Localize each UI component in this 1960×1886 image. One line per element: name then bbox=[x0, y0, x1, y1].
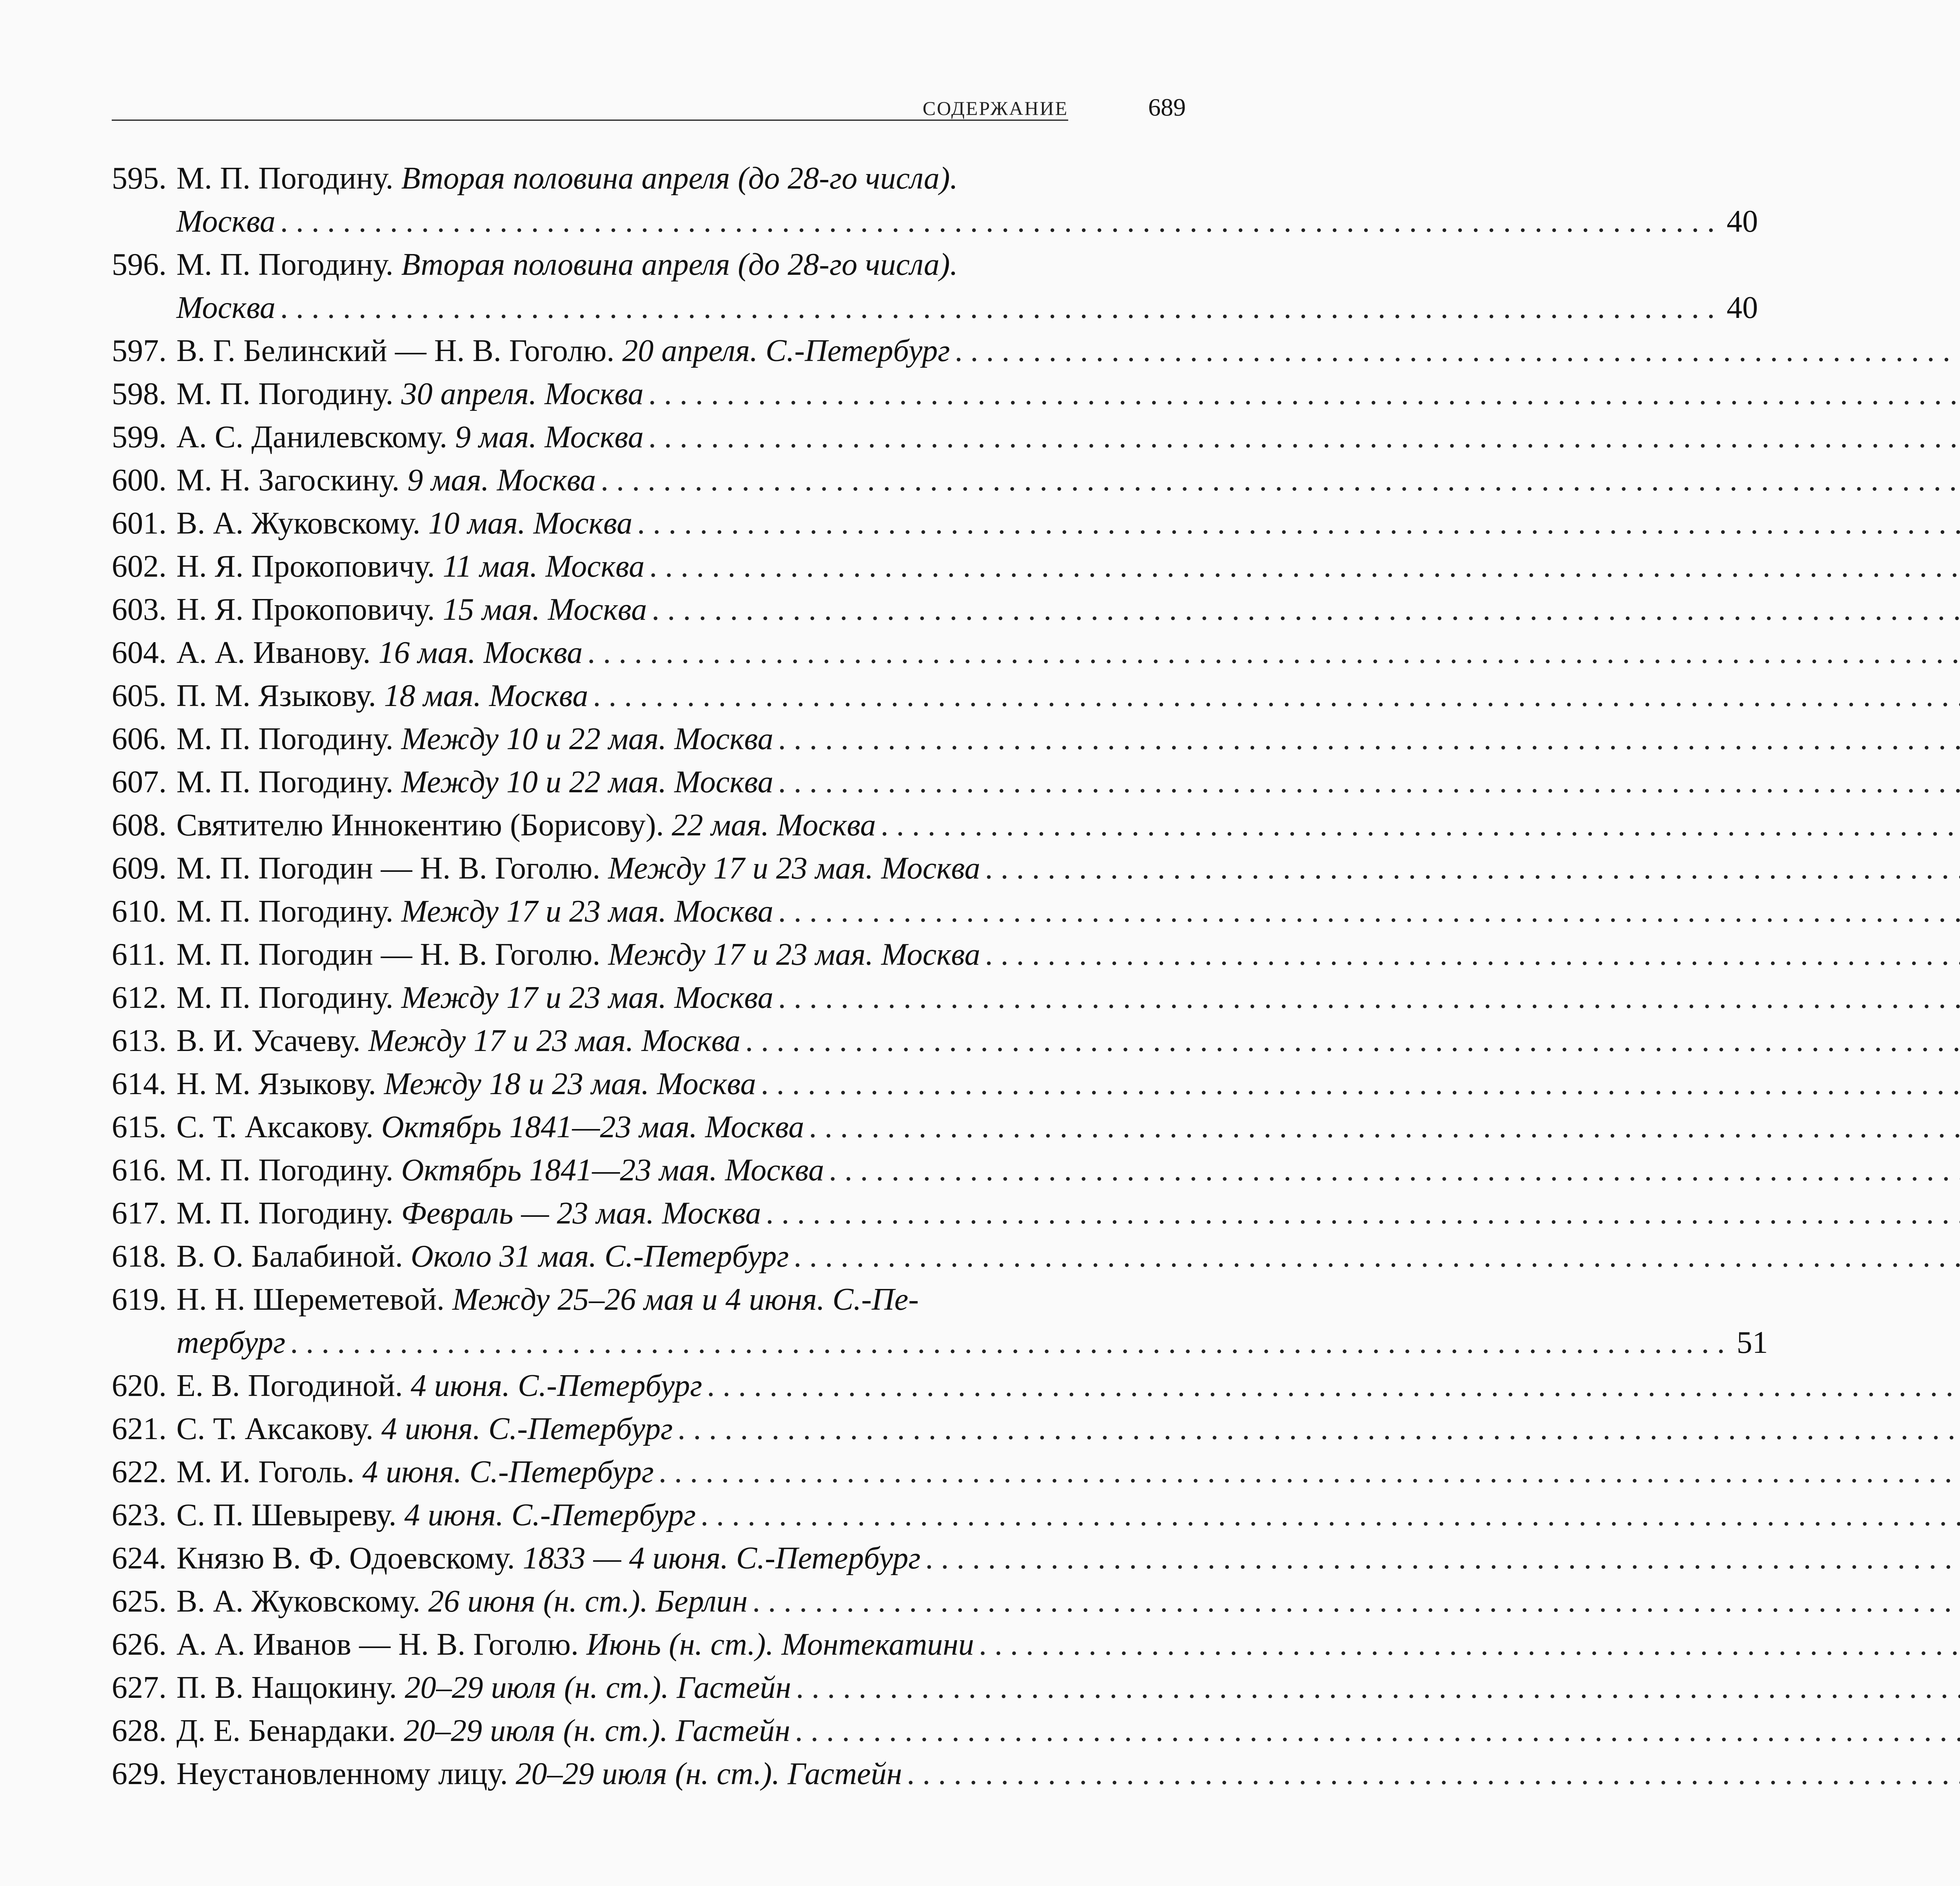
toc-entry-line bbox=[112, 372, 1066, 416]
entry-text bbox=[176, 717, 773, 761]
entry-date-place: 26 июня (н. ст.). Берлин bbox=[428, 1584, 748, 1619]
toc-entry-line bbox=[112, 157, 1066, 200]
toc-entry-line bbox=[112, 416, 1066, 459]
entry-text bbox=[176, 286, 276, 329]
entry-number: 622. bbox=[112, 1455, 167, 1489]
entry-number: 620. bbox=[112, 1369, 167, 1403]
leader-dots bbox=[644, 416, 1960, 459]
entry-date-place: Октябрь 1841—23 мая. Москва bbox=[401, 1153, 824, 1187]
entry-correspondent: Святителю Иннокентию (Борисову). bbox=[176, 808, 664, 842]
leader-dots bbox=[974, 1623, 1960, 1666]
entry-correspondent: С. Т. Аксакову. bbox=[176, 1110, 374, 1144]
entry-text bbox=[176, 200, 276, 243]
entry-date-place: Февраль — 23 мая. Москва bbox=[401, 1196, 761, 1231]
toc-entry bbox=[112, 588, 1066, 631]
toc-entry bbox=[112, 1364, 1066, 1407]
toc-entry-line bbox=[112, 1666, 1066, 1709]
entry-text bbox=[176, 1666, 791, 1709]
toc-entry-line bbox=[112, 1580, 1066, 1623]
toc-entry-line bbox=[112, 1364, 1066, 1407]
entry-correspondent: В. А. Жуковскому. bbox=[176, 506, 421, 541]
toc-entry-line bbox=[112, 459, 1066, 502]
entry-date-place: 16 мая. Москва bbox=[378, 635, 583, 670]
entry-correspondent: В. Г. Белинский — Н. В. Гоголю. bbox=[176, 334, 615, 368]
toc-entry bbox=[112, 1537, 1066, 1580]
entry-correspondent: М. П. Погодину. bbox=[176, 377, 394, 411]
entry-number: 613. bbox=[112, 1024, 167, 1058]
entry-number: 595. bbox=[112, 161, 167, 196]
entry-number: 615. bbox=[112, 1110, 167, 1144]
entry-number: 627. bbox=[112, 1670, 167, 1705]
entry-text bbox=[176, 890, 773, 933]
toc-entry bbox=[112, 1580, 1066, 1623]
toc-entry bbox=[112, 976, 1066, 1019]
entry-correspondent: А. А. Иванов — Н. В. Гоголю. bbox=[176, 1627, 579, 1662]
entry-text bbox=[176, 1149, 824, 1192]
entry-correspondent: М. П. Погодину. bbox=[176, 247, 394, 282]
entry-text bbox=[176, 243, 958, 286]
entry-correspondent: Неустановленному лицу. bbox=[176, 1757, 508, 1791]
toc-entry bbox=[112, 502, 1066, 545]
entry-number: 597. bbox=[112, 334, 167, 368]
entry-correspondent: М. П. Погодину. bbox=[176, 765, 394, 799]
entry-correspondent: М. П. Погодин — Н. В. Гоголю. bbox=[176, 937, 601, 972]
toc-entry-line bbox=[112, 804, 1066, 847]
toc-entry-line bbox=[112, 329, 1066, 372]
toc-entry bbox=[112, 761, 1066, 804]
entry-date-place: Между 17 и 23 мая. Москва bbox=[368, 1024, 740, 1058]
table-of-contents bbox=[112, 157, 1768, 1795]
toc-entry-line bbox=[112, 1149, 1066, 1192]
entry-text bbox=[176, 1192, 761, 1235]
entry-correspondent: В. И. Усачеву. bbox=[176, 1024, 361, 1058]
leader-dots bbox=[588, 674, 1960, 717]
leader-dots bbox=[824, 1149, 1960, 1192]
toc-entry bbox=[112, 1494, 1066, 1537]
entry-correspondent: С. П. Шевыреву. bbox=[176, 1498, 397, 1532]
leader-dots bbox=[980, 847, 1960, 890]
entry-number: 600. bbox=[112, 463, 167, 497]
toc-entry bbox=[112, 157, 1758, 243]
entry-number: 628. bbox=[112, 1714, 167, 1748]
toc-entry bbox=[112, 372, 1066, 416]
entry-date-place: 15 мая. Москва bbox=[443, 592, 647, 627]
entry-number: 608. bbox=[112, 808, 167, 842]
toc-entry bbox=[112, 1450, 1066, 1494]
toc-entry-line bbox=[112, 1752, 1066, 1795]
entry-number: 618. bbox=[112, 1239, 167, 1274]
entry-page: 51 bbox=[1737, 1325, 1768, 1360]
leader-dots bbox=[276, 286, 1715, 329]
entry-date-place: Около 31 мая. С.-Петербург bbox=[410, 1239, 789, 1274]
toc-entry-line bbox=[112, 761, 1066, 804]
leader-dots bbox=[980, 933, 1960, 976]
entry-correspondent: М. Н. Загоскину. bbox=[176, 463, 400, 497]
entry-date-place: 20–29 июля (н. ст.). Гастейн bbox=[515, 1757, 902, 1791]
toc-entry-line bbox=[112, 502, 1066, 545]
toc-entry bbox=[112, 416, 1066, 459]
entry-date-place: Между 10 и 22 мая. Москва bbox=[401, 765, 773, 799]
entry-date-place: 20 апреля. С.-Петербург bbox=[622, 334, 950, 368]
entry-number: 617. bbox=[112, 1196, 167, 1231]
toc-entry bbox=[112, 1278, 1768, 1364]
leader-dots bbox=[632, 502, 1960, 545]
toc-entry bbox=[112, 243, 1758, 329]
toc-entry bbox=[112, 804, 1066, 847]
entry-text bbox=[176, 761, 773, 804]
entry-number: 605. bbox=[112, 679, 167, 713]
toc-entry bbox=[112, 545, 1066, 588]
toc-entry-line bbox=[112, 1235, 1066, 1278]
entry-text bbox=[176, 1537, 920, 1580]
entry-date-place: 9 мая. Москва bbox=[407, 463, 596, 497]
entry-date-place: Между 17 и 23 мая. Москва bbox=[401, 980, 773, 1015]
entry-number: 602. bbox=[112, 549, 167, 584]
entry-date-place: Между 18 и 23 мая. Москва bbox=[384, 1067, 756, 1101]
toc-entry-line bbox=[112, 1019, 1066, 1062]
entry-date-place: Вторая половина апреля (до 28-го числа). bbox=[401, 247, 958, 282]
entry-text bbox=[176, 1752, 902, 1795]
toc-entry-line bbox=[112, 933, 1066, 976]
entry-date-place: 4 июня. С.-Петербург bbox=[410, 1369, 702, 1403]
entry-correspondent: Князю В. Ф. Одоевскому. bbox=[176, 1541, 515, 1576]
toc-entry bbox=[112, 329, 1066, 372]
leader-dots bbox=[654, 1450, 1960, 1494]
toc-entry-line bbox=[112, 631, 1066, 674]
running-header bbox=[112, 88, 1186, 120]
leader-dots bbox=[596, 459, 1960, 502]
entry-page: 40 bbox=[1726, 204, 1758, 239]
entry-date-place: 20–29 июля (н. ст.). Гастейн bbox=[405, 1670, 791, 1705]
entry-text bbox=[176, 1494, 696, 1537]
entry-number: 612. bbox=[112, 980, 167, 1015]
toc-entry-line bbox=[112, 717, 1066, 761]
entry-text bbox=[176, 545, 644, 588]
entry-number: 619. bbox=[112, 1282, 167, 1317]
entry-text bbox=[176, 1062, 756, 1105]
running-header-title: СОДЕРЖАНИЕ bbox=[922, 97, 1068, 119]
leader-dots bbox=[902, 1752, 1960, 1795]
leader-dots bbox=[920, 1537, 1960, 1580]
toc-entry-line bbox=[112, 545, 1066, 588]
leader-dots bbox=[748, 1580, 1960, 1623]
entry-number: 625. bbox=[112, 1584, 167, 1619]
toc-entry bbox=[112, 933, 1066, 976]
entry-correspondent: М. П. Погодину. bbox=[176, 722, 394, 756]
entry-date-place-cont: тербург bbox=[176, 1325, 286, 1360]
toc-entry-line bbox=[112, 1494, 1066, 1537]
entry-number: 611. bbox=[112, 937, 166, 972]
entry-correspondent: А. С. Данилевскому. bbox=[176, 420, 447, 454]
leader-dots bbox=[583, 631, 1960, 674]
leader-dots bbox=[773, 976, 1960, 1019]
entry-number: 603. bbox=[112, 592, 167, 627]
entry-correspondent: Н. М. Языкову. bbox=[176, 1067, 376, 1101]
entry-text bbox=[176, 1450, 654, 1494]
toc-entry-line bbox=[112, 286, 1758, 329]
header-rule bbox=[112, 120, 1068, 121]
entry-number: 610. bbox=[112, 894, 167, 929]
toc-entry bbox=[112, 1019, 1066, 1062]
toc-entry-line bbox=[112, 1105, 1066, 1149]
entry-text bbox=[176, 1623, 974, 1666]
entry-date-place: 4 июня. С.-Петербург bbox=[381, 1412, 673, 1446]
leader-dots bbox=[644, 545, 1960, 588]
toc-entry-line bbox=[112, 200, 1758, 243]
leader-dots bbox=[773, 717, 1960, 761]
entry-date-place: 20–29 июля (н. ст.). Гастейн bbox=[404, 1714, 790, 1748]
entry-text bbox=[176, 1235, 789, 1278]
entry-date-place: Между 25–26 мая и 4 июня. С.-Пе- bbox=[452, 1282, 919, 1317]
toc-entry-line bbox=[112, 890, 1066, 933]
entry-text bbox=[176, 1278, 919, 1321]
toc-entry bbox=[112, 1192, 1066, 1235]
entry-correspondent: В. А. Жуковскому. bbox=[176, 1584, 421, 1619]
toc-entry-line bbox=[112, 1623, 1066, 1666]
entry-number: 606. bbox=[112, 722, 167, 756]
entry-date-place: Вторая половина апреля (до 28-го числа). bbox=[401, 161, 958, 196]
entry-text bbox=[176, 1321, 285, 1364]
toc-entry bbox=[112, 847, 1066, 890]
leader-dots bbox=[673, 1407, 1960, 1450]
entry-date-place: 4 июня. С.-Петербург bbox=[404, 1498, 696, 1532]
entry-date-place: 30 апреля. Москва bbox=[401, 377, 644, 411]
leader-dots bbox=[791, 1666, 1960, 1709]
entry-text bbox=[176, 976, 773, 1019]
entry-number: 623. bbox=[112, 1498, 167, 1532]
entry-page: 40 bbox=[1726, 290, 1758, 325]
entry-date-place-cont: Москва bbox=[176, 204, 276, 239]
entry-date-place: 9 мая. Москва bbox=[455, 420, 644, 454]
entry-correspondent: С. Т. Аксакову. bbox=[176, 1412, 374, 1446]
toc-entry-line bbox=[112, 1450, 1066, 1494]
toc-entry bbox=[112, 1407, 1066, 1450]
toc-entry bbox=[112, 1709, 1066, 1752]
entry-text bbox=[176, 1019, 740, 1062]
entry-text bbox=[176, 459, 596, 502]
entry-date-place: 18 мая. Москва bbox=[384, 679, 588, 713]
entry-number: 601. bbox=[112, 506, 167, 541]
entry-correspondent: Н. Я. Прокоповичу. bbox=[176, 549, 435, 584]
entry-number: 614. bbox=[112, 1067, 167, 1101]
entry-date-place: 1833 — 4 июня. С.-Петербург bbox=[523, 1541, 921, 1576]
entry-number: 609. bbox=[112, 851, 167, 886]
entry-text bbox=[176, 502, 632, 545]
leader-dots bbox=[790, 1709, 1960, 1752]
toc-entry-line bbox=[112, 1192, 1066, 1235]
leader-dots bbox=[773, 890, 1960, 933]
entry-text bbox=[176, 329, 950, 372]
entry-date-place: Июнь (н. ст.). Монтекатини bbox=[586, 1627, 974, 1662]
toc-entry bbox=[112, 1623, 1066, 1666]
leader-dots bbox=[644, 372, 1960, 416]
entry-text bbox=[176, 1364, 702, 1407]
entry-date-place: 4 июня. С.-Петербург bbox=[362, 1455, 654, 1489]
leader-dots bbox=[950, 329, 1960, 372]
entry-text bbox=[176, 588, 647, 631]
entry-number: 604. bbox=[112, 635, 167, 670]
leader-dots bbox=[876, 804, 1960, 847]
leader-dots bbox=[276, 200, 1715, 243]
toc-entry bbox=[112, 1752, 1066, 1795]
entry-text bbox=[176, 674, 588, 717]
entry-number: 596. bbox=[112, 247, 167, 282]
entry-text bbox=[176, 804, 876, 847]
entry-number: 629. bbox=[112, 1757, 167, 1791]
entry-correspondent: М. П. Погодину. bbox=[176, 1153, 394, 1187]
entry-date-place-cont: Москва bbox=[176, 290, 276, 325]
entry-date-place: Между 10 и 22 мая. Москва bbox=[401, 722, 773, 756]
entry-correspondent: Н. Н. Шереметевой. bbox=[176, 1282, 445, 1317]
toc-entry bbox=[112, 1149, 1066, 1192]
toc-entry-line bbox=[112, 847, 1066, 890]
leader-dots bbox=[804, 1105, 1960, 1149]
entry-text bbox=[176, 933, 980, 976]
entry-text bbox=[176, 416, 644, 459]
toc-entry bbox=[112, 1062, 1066, 1105]
page-number: 689 bbox=[1148, 93, 1186, 121]
entry-number: 626. bbox=[112, 1627, 167, 1662]
entry-date-place: Между 17 и 23 мая. Москва bbox=[608, 937, 980, 972]
toc-entry-line bbox=[112, 243, 1066, 286]
entry-correspondent: П. М. Языкову. bbox=[176, 679, 376, 713]
entry-number: 598. bbox=[112, 377, 167, 411]
entry-correspondent: В. О. Балабиной. bbox=[176, 1239, 403, 1274]
entry-number: 616. bbox=[112, 1153, 167, 1187]
toc-entry bbox=[112, 717, 1066, 761]
entry-correspondent: М. П. Погодину. bbox=[176, 894, 394, 929]
entry-text bbox=[176, 1407, 673, 1450]
leader-dots bbox=[740, 1019, 1960, 1062]
entry-correspondent: М. П. Погодину. bbox=[176, 161, 394, 196]
toc-entry bbox=[112, 631, 1066, 674]
entry-correspondent: Д. Е. Бенардаки. bbox=[176, 1714, 396, 1748]
entry-text bbox=[176, 372, 644, 416]
leader-dots bbox=[285, 1321, 1725, 1364]
entry-correspondent: А. А. Иванову. bbox=[176, 635, 371, 670]
toc-entry-line bbox=[112, 1407, 1066, 1450]
entry-date-place: Октябрь 1841—23 мая. Москва bbox=[381, 1110, 804, 1144]
entry-text bbox=[176, 1709, 790, 1752]
entry-date-place: 11 мая. Москва bbox=[443, 549, 645, 584]
entry-number: 607. bbox=[112, 765, 167, 799]
entry-correspondent: М. П. Погодину. bbox=[176, 1196, 394, 1231]
toc-entry bbox=[112, 1235, 1066, 1278]
entry-date-place: 10 мая. Москва bbox=[428, 506, 633, 541]
entry-number: 621. bbox=[112, 1412, 167, 1446]
entry-correspondent: Н. Я. Прокоповичу. bbox=[176, 592, 435, 627]
entry-date-place: 22 мая. Москва bbox=[671, 808, 876, 842]
entry-date-place: Между 17 и 23 мая. Москва bbox=[401, 894, 773, 929]
entry-text bbox=[176, 1580, 748, 1623]
entry-correspondent: М. И. Гоголь. bbox=[176, 1455, 355, 1489]
leader-dots bbox=[773, 761, 1960, 804]
toc-entry-line bbox=[112, 1321, 1768, 1364]
entry-text bbox=[176, 847, 980, 890]
entry-text bbox=[176, 157, 958, 200]
toc-entry-line bbox=[112, 1709, 1066, 1752]
toc-entry bbox=[112, 1666, 1066, 1709]
toc-entry-line bbox=[112, 1062, 1066, 1105]
entry-correspondent: П. В. Нащокину. bbox=[176, 1670, 397, 1705]
entry-number: 624. bbox=[112, 1541, 167, 1576]
entry-date-place: Между 17 и 23 мая. Москва bbox=[608, 851, 980, 886]
toc-entry bbox=[112, 890, 1066, 933]
entry-text bbox=[176, 631, 583, 674]
entry-number: 599. bbox=[112, 420, 167, 454]
toc-entry-line bbox=[112, 588, 1066, 631]
entry-correspondent: М. П. Погодин — Н. В. Гоголю. bbox=[176, 851, 601, 886]
leader-dots bbox=[756, 1062, 1960, 1105]
entry-text bbox=[176, 1105, 804, 1149]
toc-entry bbox=[112, 459, 1066, 502]
leader-dots bbox=[696, 1494, 1960, 1537]
entry-correspondent: Е. В. Погодиной. bbox=[176, 1369, 403, 1403]
leader-dots bbox=[702, 1364, 1960, 1407]
leader-dots bbox=[647, 588, 1960, 631]
toc-entry-line bbox=[112, 1278, 1066, 1321]
leader-dots bbox=[789, 1235, 1960, 1278]
toc-entry-line bbox=[112, 976, 1066, 1019]
toc-entry-line bbox=[112, 674, 1066, 717]
entry-correspondent: М. П. Погодину. bbox=[176, 980, 394, 1015]
leader-dots bbox=[761, 1192, 1960, 1235]
toc-entry-line bbox=[112, 1537, 1066, 1580]
toc-entry bbox=[112, 1105, 1066, 1149]
toc-entry bbox=[112, 674, 1066, 717]
